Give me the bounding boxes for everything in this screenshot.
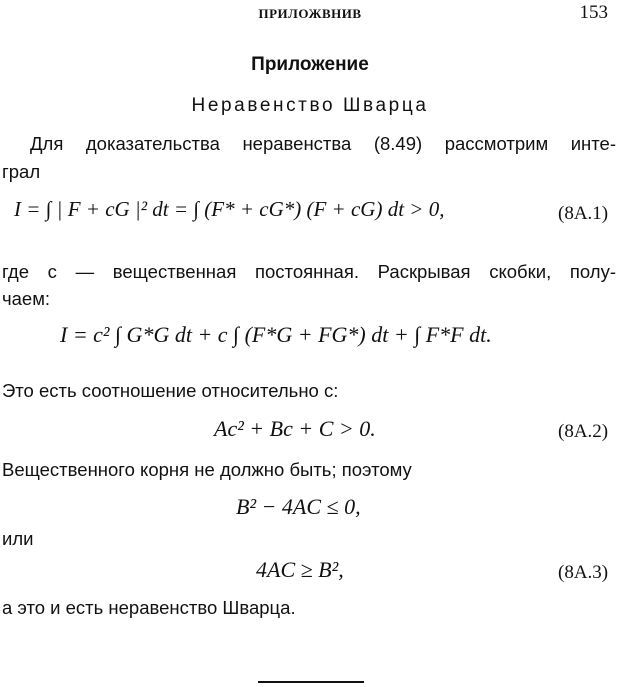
equation-8a2: Ac² + Bc + C > 0. [214, 416, 376, 441]
equation-number: (8A.2) [558, 421, 609, 442]
equation-8a1: I = ∫ | F + cG |² dt = ∫ (F* + cG*) (F + cG) dt > 0, [14, 197, 445, 221]
equation-discriminant: B² − 4AC ≤ 0, [236, 494, 361, 519]
section-subtitle: Неравенство Шварца [191, 95, 429, 116]
paragraph-line: Вещественного корня не должно быть; поэтому [2, 459, 412, 480]
page-number: 153 [579, 2, 608, 23]
running-header: ПРИЛОЖВНИВ [258, 6, 362, 21]
end-rule [258, 681, 364, 683]
equation-8a3: 4AC ≥ B², [256, 557, 344, 582]
equation-expansion: I = c² ∫ G*G dt + c ∫ (F*G + FG*) dt + ∫ F*F dt. [60, 322, 492, 347]
paragraph-line: где c — вещественная постоянная. Раскрывая скобки, полу- [2, 261, 616, 282]
paragraph-line: или [2, 528, 34, 549]
paragraph-line: Это есть соотношение относительно c: [2, 380, 339, 401]
paragraph-line: а это и есть неравенство Шварца. [2, 597, 296, 618]
appendix-title: Приложение [251, 54, 369, 75]
paragraph-line: Для доказательства неравенства (8.49) рассмотрим инте- [30, 133, 616, 154]
paragraph-line: грал [2, 161, 41, 182]
equation-number: (8A.3) [558, 562, 609, 583]
equation-number: (8A.1) [558, 203, 609, 224]
paragraph-line: чаем: [2, 288, 51, 309]
